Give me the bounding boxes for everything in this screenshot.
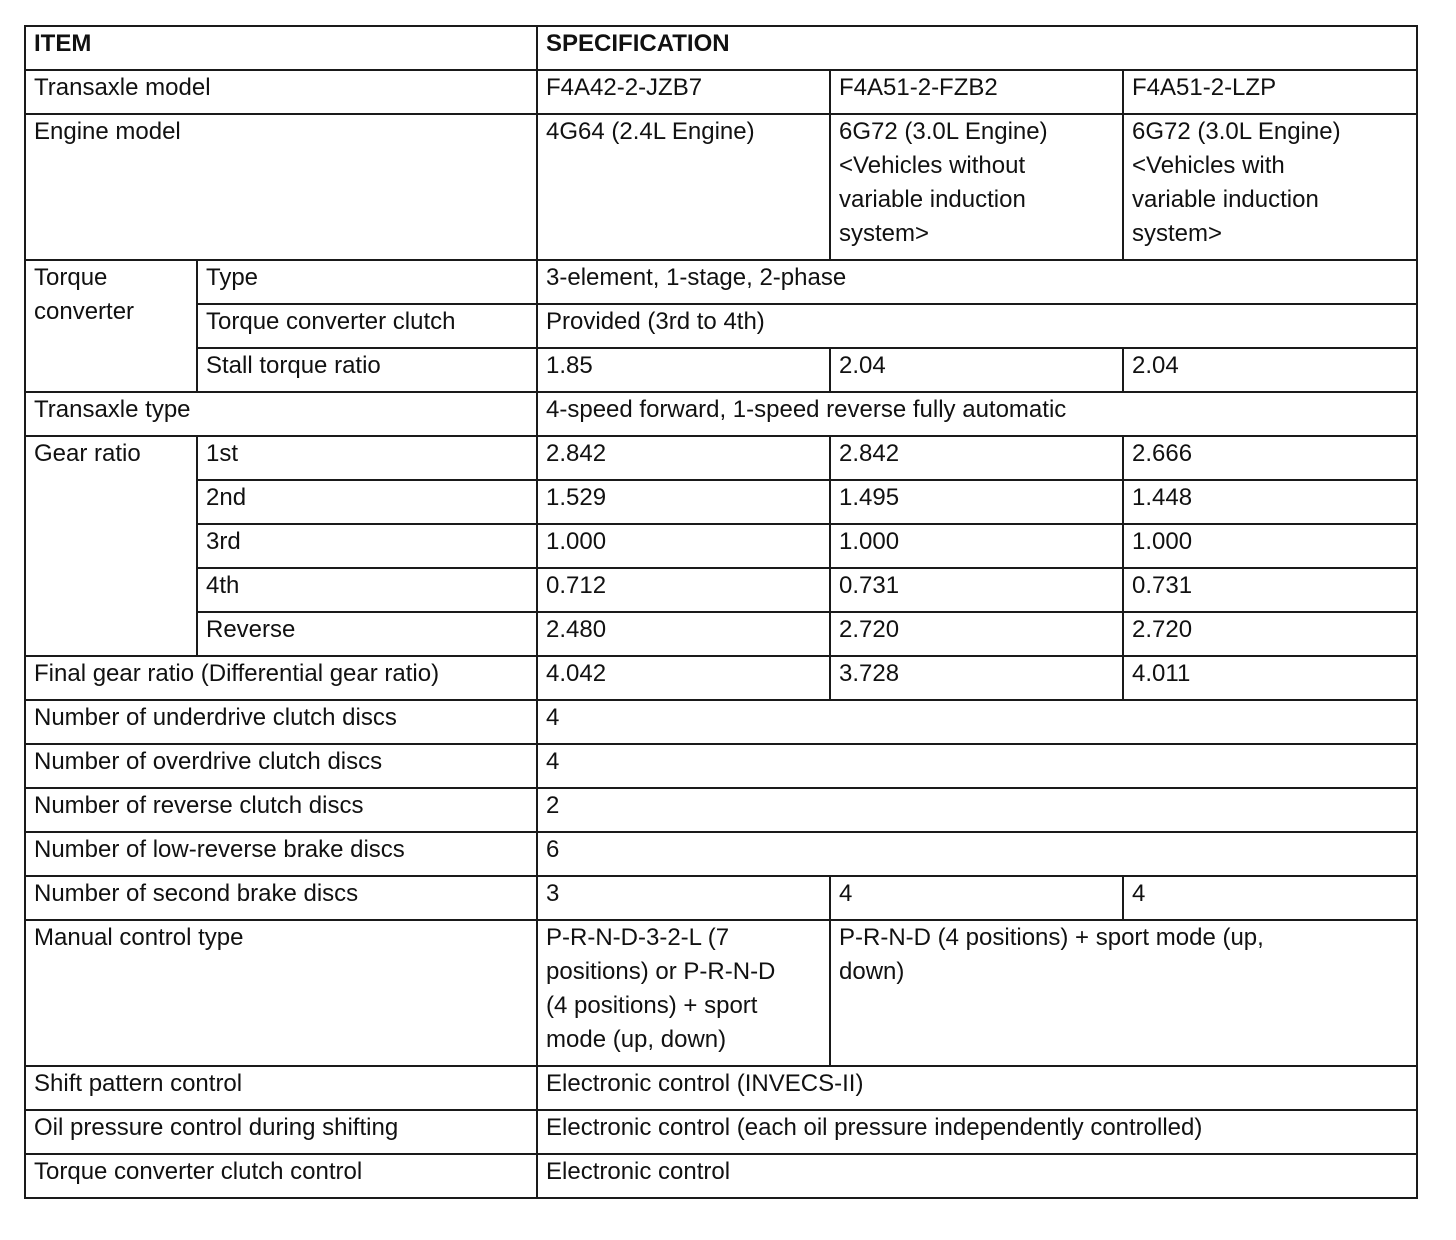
second-brake-discs-row (25, 876, 1417, 920)
sub-label: Reverse (197, 612, 537, 656)
value-cell: 1.529 (537, 480, 830, 524)
overdrive-discs-row (25, 744, 1417, 788)
sub-label: Stall torque ratio (197, 348, 537, 392)
sub-label: Type (197, 260, 537, 304)
gear-ratio-row (25, 480, 1417, 524)
value-cell: 1.000 (537, 524, 830, 568)
text-line: Torque (34, 264, 108, 291)
text-line: (4 positions) + sport (546, 992, 758, 1019)
sub-label: Torque converter clutch (197, 304, 537, 348)
sub-label: 1st (197, 436, 537, 480)
value-cell (830, 114, 1123, 260)
gear-ratio-row (25, 524, 1417, 568)
transaxle-type-row (25, 392, 1417, 436)
value-cell: F4A42-2-JZB7 (537, 70, 830, 114)
gear-ratio-row (25, 612, 1417, 656)
row-label: Final gear ratio (Differential gear ratio) (25, 656, 537, 700)
value-cell: 4 (830, 876, 1123, 920)
shift-pattern-row (25, 1066, 1417, 1110)
item-header: ITEM (25, 26, 537, 70)
text-line: P-R-N-D-3-2-L (7 (546, 924, 730, 951)
value-cell: 4-speed forward, 1-speed reverse fully automatic (537, 392, 1417, 436)
reverse-discs-row (25, 788, 1417, 832)
value-cell: F4A51-2-LZP (1123, 70, 1417, 114)
underdrive-discs-row (25, 700, 1417, 744)
text-line: system> (839, 220, 930, 247)
value-cell: 4 (537, 700, 1417, 744)
group-label: Gear ratio (25, 436, 197, 656)
value-cell: 2.666 (1123, 436, 1417, 480)
transaxle-model-row (25, 70, 1417, 114)
value-cell: 2.720 (1123, 612, 1417, 656)
stall-torque-ratio-row (25, 348, 1417, 392)
row-label: Torque converter clutch control (25, 1154, 537, 1198)
value-cell: 2.842 (537, 436, 830, 480)
text-line: 4G64 (2.4L Engine) (546, 118, 755, 145)
row-label: Transaxle model (25, 70, 537, 114)
row-label: Number of underdrive clutch discs (25, 700, 537, 744)
value-cell (537, 920, 830, 1066)
oil-pressure-row (25, 1110, 1417, 1154)
row-label: Oil pressure control during shifting (25, 1110, 537, 1154)
value-cell: Provided (3rd to 4th) (537, 304, 1417, 348)
value-cell: 4.011 (1123, 656, 1417, 700)
value-cell (830, 920, 1417, 1066)
row-label: Number of second brake discs (25, 876, 537, 920)
value-cell (1123, 114, 1417, 260)
row-label: Transaxle type (25, 392, 537, 436)
value-cell: 0.731 (1123, 568, 1417, 612)
text-line: variable induction (1132, 186, 1319, 213)
value-cell: 6 (537, 832, 1417, 876)
value-cell: 3-element, 1-stage, 2-phase (537, 260, 1417, 304)
value-cell: 2.842 (830, 436, 1123, 480)
value-cell: 4.042 (537, 656, 830, 700)
text-line: system> (1132, 220, 1223, 247)
group-label (25, 260, 197, 392)
torque-converter-type-row (25, 260, 1417, 304)
text-line: 6G72 (3.0L Engine) (1132, 118, 1341, 145)
text-line: converter (34, 298, 135, 325)
value-cell: 2 (537, 788, 1417, 832)
text-line: <Vehicles with (1132, 152, 1285, 179)
value-cell: Electronic control (537, 1154, 1417, 1198)
value-cell: 4 (537, 744, 1417, 788)
low-reverse-discs-row (25, 832, 1417, 876)
value-cell: F4A51-2-FZB2 (830, 70, 1123, 114)
value-cell: 3.728 (830, 656, 1123, 700)
value-cell: 1.448 (1123, 480, 1417, 524)
final-gear-ratio-row (25, 656, 1417, 700)
specification-table (24, 25, 1418, 1199)
sub-label: 2nd (197, 480, 537, 524)
gear-ratio-row (25, 436, 1417, 480)
text-line: <Vehicles without (839, 152, 1026, 179)
text-line: down) (839, 958, 905, 985)
text-line: variable induction (839, 186, 1026, 213)
value-cell: 0.731 (830, 568, 1123, 612)
text-line: 6G72 (3.0L Engine) (839, 118, 1048, 145)
value-cell: Electronic control (each oil pressure independently controlled) (537, 1110, 1417, 1154)
torque-converter-clutch-row (25, 304, 1417, 348)
value-cell: 3 (537, 876, 830, 920)
value-cell: 0.712 (537, 568, 830, 612)
row-label: Shift pattern control (25, 1066, 537, 1110)
value-cell: 2.720 (830, 612, 1123, 656)
gear-ratio-row (25, 568, 1417, 612)
value-cell: 1.000 (1123, 524, 1417, 568)
row-label: Number of low-reverse brake discs (25, 832, 537, 876)
value-cell: 2.04 (830, 348, 1123, 392)
value-cell: Electronic control (INVECS-II) (537, 1066, 1417, 1110)
value-cell: 2.04 (1123, 348, 1417, 392)
manual-control-row (25, 920, 1417, 1066)
row-label: Engine model (25, 114, 537, 260)
row-label: Manual control type (25, 920, 537, 1066)
text-line: positions) or P-R-N-D (546, 958, 776, 985)
value-cell: 4 (1123, 876, 1417, 920)
row-label: Number of reverse clutch discs (25, 788, 537, 832)
sub-label: 3rd (197, 524, 537, 568)
value-cell (537, 114, 830, 260)
value-cell: 1.000 (830, 524, 1123, 568)
value-cell: 2.480 (537, 612, 830, 656)
row-label: Number of overdrive clutch discs (25, 744, 537, 788)
header-row (25, 26, 1417, 70)
value-cell: 1.85 (537, 348, 830, 392)
specification-header: SPECIFICATION (537, 26, 1417, 70)
tcc-control-row (25, 1154, 1417, 1198)
text-line: mode (up, down) (546, 1026, 727, 1053)
text-line: P-R-N-D (4 positions) + sport mode (up, (839, 924, 1264, 951)
engine-model-row (25, 114, 1417, 260)
sub-label: 4th (197, 568, 537, 612)
value-cell: 1.495 (830, 480, 1123, 524)
